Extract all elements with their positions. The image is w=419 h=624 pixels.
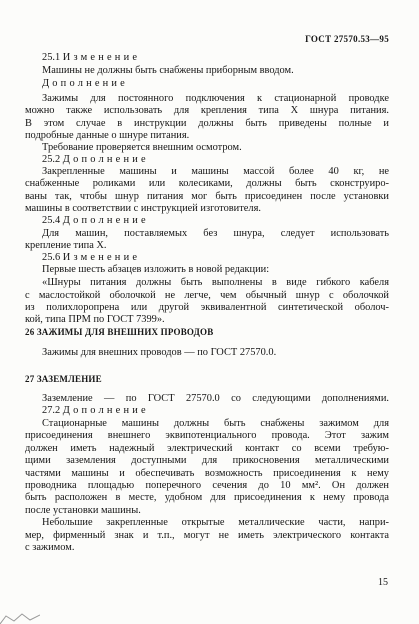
text-line: подробные данные о шнуре питания.: [25, 130, 190, 141]
text-line: машины в соответствии с инструкцией изготовителя.: [25, 203, 261, 214]
text-line: после установки машины.: [25, 505, 141, 516]
page-number: 15: [378, 577, 388, 588]
text-line: Зажимы для внешних проводов — по ГОСТ 27570.0.: [42, 347, 277, 358]
text-line: должен иметь надежный электрический контакт со всеми требую-: [25, 443, 389, 454]
text-line: В этом случае в инструкции должны быть приведены полные и: [25, 118, 389, 129]
text-line: 27.2 Дополнение: [42, 405, 149, 416]
text-line: с зажимом.: [25, 542, 75, 553]
text-line: ваны так, чтобы шнур питания мог быть присоединен после установки: [25, 191, 389, 202]
text-line: присоединения внешнего эквипотенциального провода. Этот зажим: [25, 430, 389, 441]
text-line: щими заземления доступными для прикосновения металлическими: [25, 455, 389, 466]
text-line: быть расположен в месте, удобном для присоединения к нему провода: [25, 492, 389, 503]
text-line: из полихлоропрена или другой эквивалентной синтетической оболоч-: [25, 302, 389, 313]
text-line: проводника площадью поперечного сечения до 10 мм². Он должен: [25, 480, 389, 491]
text-line: Зажимы для постоянного подключения к стационарной проводке: [42, 93, 389, 104]
text-line: Заземление — по ГОСТ 27570.0 со следующими дополнениями.: [42, 393, 389, 404]
text-line: частями машины и обеспечивать возможность присоединения к нему: [25, 468, 389, 479]
text-line: 25.1 Изменение: [42, 52, 141, 63]
text-line: Стационарные машины должны быть снабжены зажимом для: [42, 418, 389, 429]
section-heading: 27 ЗАЗЕМЛЕНИЕ: [25, 374, 102, 384]
text-line: 25.2 Дополнение: [42, 154, 149, 165]
text-line: с маслостойкой оболочкой не легче, чем обычный шнур с оболочкой: [25, 290, 389, 301]
text-line: «Шнуры питания должны быть выполнены в виде гибкого кабеля: [42, 277, 389, 288]
running-header: ГОСТ 27570.53—95: [305, 34, 389, 44]
text-line: Закрепленные машины и машины массой более 40 кг, не: [42, 166, 389, 177]
scan-edge-mark: [0, 612, 40, 624]
text-line: Первые шесть абзацев изложить в новой редакции:: [42, 264, 270, 275]
text-line: Требование проверяется внешним осмотром.: [42, 142, 242, 153]
text-line: Для машин, поставляемых без шнура, следует использовать: [42, 228, 389, 239]
text-line: крепление типа X.: [25, 240, 107, 251]
text-line: 25.4 Дополнение: [42, 215, 149, 226]
text-line: кой, типа ПРМ по ГОСТ 7399».: [25, 314, 165, 325]
text-line: снабженные роликами или колесиками, должны быть сконструиро-: [25, 178, 389, 189]
text-line: 25.6 Изменение: [42, 252, 141, 263]
section-heading: 26 ЗАЖИМЫ ДЛЯ ВНЕШНИХ ПРОВОДОВ: [25, 327, 214, 337]
text-line: можно также использовать для крепления типа X шнура питания.: [25, 105, 389, 116]
text-line: Машины не должны быть снабжены приборным вводом.: [42, 65, 294, 76]
text-line: Дополнение: [42, 78, 128, 89]
text-line: мер, фирменный знак и т.п., могут не иметь электрического контакта: [25, 530, 389, 541]
text-line: Небольшие закрепленные открытые металлические части, напри-: [42, 517, 389, 528]
